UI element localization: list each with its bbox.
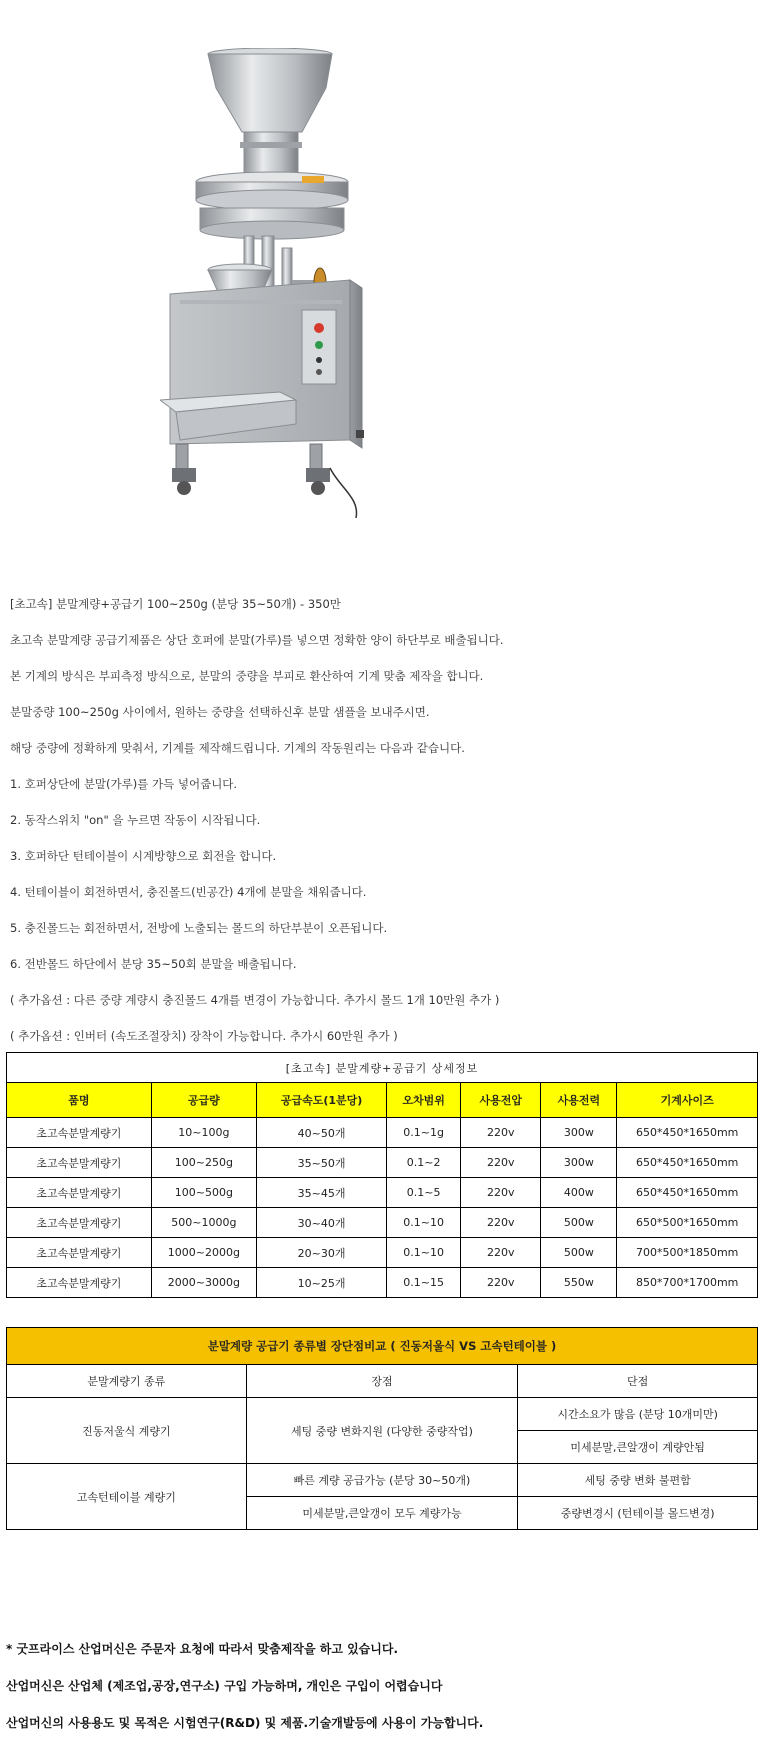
- table-cell: 100~250g: [151, 1148, 256, 1178]
- table-cell: 초고속분말계량기: [7, 1118, 152, 1148]
- table-cell: 초고속분말계량기: [7, 1268, 152, 1298]
- footer-notes: [6, 1641, 758, 1752]
- table-cell: 30~40개: [256, 1208, 386, 1238]
- table-cell: 220v: [461, 1208, 541, 1238]
- table-cell: 초고속분말계량기: [7, 1178, 152, 1208]
- table-cell: 20~30개: [256, 1238, 386, 1268]
- spec-table-title: [초고속] 분말계량+공급기 상세정보: [7, 1053, 758, 1083]
- header-cell: 분말계량기 종류: [7, 1365, 247, 1398]
- table-cell: 220v: [461, 1118, 541, 1148]
- option-note: ( 추가옵션 : 인버터 (속도조절장치) 장착이 가능합니다. 추가시 60만원 추가 ): [10, 1029, 398, 1043]
- note-line: * 굿프라이스 산업머신은 주문자 요청에 따라서 맞춤제작을 하고 있습니다.: [6, 1642, 399, 1656]
- machine-type-cell: 진동저울식 계량기: [7, 1398, 247, 1464]
- table-cell: 650*500*1650mm: [617, 1208, 758, 1238]
- comparison-header-row: [7, 1365, 758, 1398]
- table-cell: 220v: [461, 1268, 541, 1298]
- table-row: [7, 1208, 758, 1238]
- header-cell: 품명: [7, 1083, 152, 1118]
- table-cell: 550w: [541, 1268, 617, 1298]
- table-cell: 2000~3000g: [151, 1268, 256, 1298]
- comparison-section: [6, 1327, 758, 1530]
- table-cell: 650*450*1650mm: [617, 1178, 758, 1208]
- header-cell: 사용전력: [541, 1083, 617, 1118]
- header-cell: 단점: [518, 1365, 758, 1398]
- con-cell: 미세분말,큰알갱이 계량안됨: [518, 1431, 758, 1464]
- table-row: [7, 1118, 758, 1148]
- table-row: [7, 1238, 758, 1268]
- table-cell: 35~50개: [256, 1148, 386, 1178]
- table-cell: 220v: [461, 1238, 541, 1268]
- pro-cell: 빠른 계량 공급가능 (분당 30~50개): [246, 1464, 518, 1497]
- description-line: 본 기계의 방식은 부피측정 방식으로, 분말의 중량을 부피로 환산하여 기계 맞춤 제작을 합니다.: [10, 669, 484, 683]
- table-row: [7, 1464, 758, 1497]
- description-step: 5. 충진몰드는 회전하면서, 전방에 노출되는 몰드의 하단부분이 오픈됩니다.: [10, 921, 388, 935]
- header-cell: 기계사이즈: [617, 1083, 758, 1118]
- description-step: 1. 호퍼상단에 분말(가루)를 가득 넣어줍니다.: [10, 777, 238, 791]
- spec-header-row: [7, 1083, 758, 1118]
- table-cell: 650*450*1650mm: [617, 1148, 758, 1178]
- table-cell: 650*450*1650mm: [617, 1118, 758, 1148]
- table-cell: 0.1~15: [387, 1268, 461, 1298]
- table-cell: 0.1~2: [387, 1148, 461, 1178]
- table-cell: 초고속분말계량기: [7, 1148, 152, 1178]
- table-row: [7, 1178, 758, 1208]
- table-cell: 100~500g: [151, 1178, 256, 1208]
- table-cell: 500w: [541, 1238, 617, 1268]
- table-cell: 700*500*1850mm: [617, 1238, 758, 1268]
- option-note: ( 추가옵션 : 다른 중량 계량시 충진몰드 4개를 변경이 가능합니다. 추가시 몰드 1개 10만원 추가 ): [10, 993, 500, 1007]
- description-line: 분말중량 100~250g 사이에서, 원하는 중량을 선택하신후 분말 샘플을 보내주시면.: [10, 705, 430, 719]
- table-cell: 40~50개: [256, 1118, 386, 1148]
- pro-cell: 세팅 중량 변화지원 (다양한 중량작업): [246, 1398, 518, 1464]
- comparison-table: [6, 1327, 758, 1530]
- powder-machine-illustration: [160, 48, 420, 568]
- spec-table-section: [6, 1052, 758, 1298]
- table-row: [7, 1268, 758, 1298]
- header-cell: 오차범위: [387, 1083, 461, 1118]
- table-cell: 850*700*1700mm: [617, 1268, 758, 1298]
- spec-table: [6, 1052, 758, 1298]
- table-cell: 220v: [461, 1178, 541, 1208]
- table-cell: 초고속분말계량기: [7, 1208, 152, 1238]
- description-line: 초고속 분말계량 공급기제품은 상단 호퍼에 분말(가루)를 넣으면 정확한 양이 하단부로 배출됩니다.: [10, 633, 504, 647]
- con-cell: 중량변경시 (턴테이블 몰드변경): [518, 1497, 758, 1530]
- description-step: 4. 턴테이블이 회전하면서, 충진몰드(빈공간) 4개에 분말을 채워줍니다.: [10, 885, 367, 899]
- table-cell: 10~25개: [256, 1268, 386, 1298]
- description-line: 해당 중량에 정확하게 맞춰서, 기계를 제작해드립니다. 기계의 작동원리는 다음과 같습니다.: [10, 741, 465, 755]
- table-cell: 500w: [541, 1208, 617, 1238]
- description-line: [초고속] 분말계량+공급기 100~250g (분당 35~50개) - 350만: [10, 597, 341, 611]
- table-cell: 300w: [541, 1148, 617, 1178]
- note-line: 산업머신은 산업체 (제조업,공장,연구소) 구입 가능하며, 개인은 구입이 어렵습니다: [6, 1679, 443, 1693]
- table-cell: 10~100g: [151, 1118, 256, 1148]
- product-image: [160, 48, 420, 568]
- description-step: 6. 전반몰드 하단에서 분당 35~50회 분말을 배출됩니다.: [10, 957, 297, 971]
- table-row: [7, 1398, 758, 1431]
- note-line: 산업머신의 사용용도 및 목적은 시험연구(R&D) 및 제품.기술개발등에 사용이 가능합니다.: [6, 1716, 484, 1730]
- header-cell: 공급속도(1분당): [256, 1083, 386, 1118]
- product-description: [10, 596, 750, 1064]
- header-cell: 공급량: [151, 1083, 256, 1118]
- table-cell: 0.1~5: [387, 1178, 461, 1208]
- table-row: [7, 1148, 758, 1178]
- table-cell: 500~1000g: [151, 1208, 256, 1238]
- con-cell: 시간소요가 많음 (분당 10개미만): [518, 1398, 758, 1431]
- header-cell: 장점: [246, 1365, 518, 1398]
- description-step: 2. 동작스위치 "on" 을 누르면 작동이 시작됩니다.: [10, 813, 261, 827]
- description-step: 3. 호퍼하단 턴테이블이 시계방향으로 회전을 합니다.: [10, 849, 277, 863]
- table-cell: 220v: [461, 1148, 541, 1178]
- table-cell: 0.1~1g: [387, 1118, 461, 1148]
- header-cell: 사용전압: [461, 1083, 541, 1118]
- comparison-title: 분말계량 공급기 종류별 장단점비교 ( 진동저울식 VS 고속턴테이블 ): [7, 1328, 758, 1365]
- table-cell: 0.1~10: [387, 1208, 461, 1238]
- pro-cell: 미세분말,큰알갱이 모두 계량가능: [246, 1497, 518, 1530]
- table-cell: 초고속분말계량기: [7, 1238, 152, 1268]
- table-cell: 35~45개: [256, 1178, 386, 1208]
- table-cell: 1000~2000g: [151, 1238, 256, 1268]
- con-cell: 세팅 중량 변화 불편함: [518, 1464, 758, 1497]
- table-cell: 400w: [541, 1178, 617, 1208]
- table-cell: 0.1~10: [387, 1238, 461, 1268]
- machine-type-cell: 고속턴테이블 계량기: [7, 1464, 247, 1530]
- table-cell: 300w: [541, 1118, 617, 1148]
